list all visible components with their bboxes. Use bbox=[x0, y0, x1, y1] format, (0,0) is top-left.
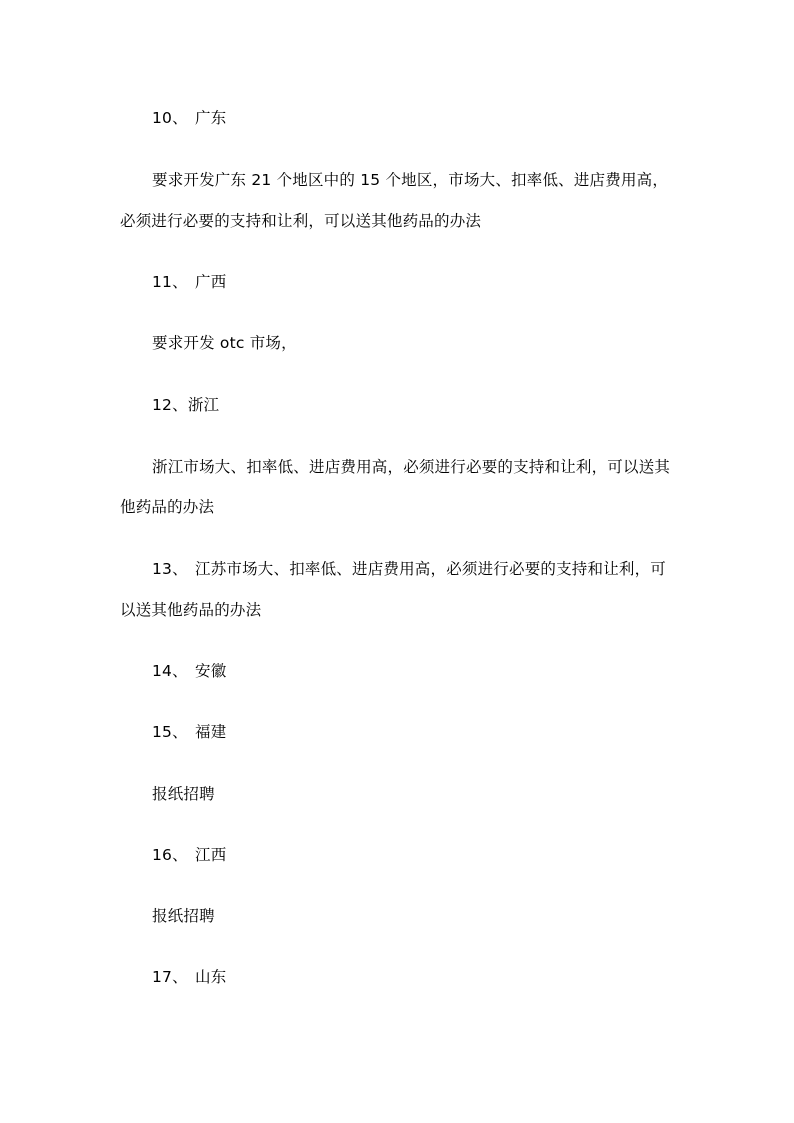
section-number: 16、 bbox=[152, 846, 188, 864]
section-15-heading bbox=[152, 722, 226, 742]
paragraph-line: 以送其他药品的办法 bbox=[120, 601, 262, 619]
section-title: 广东 bbox=[195, 109, 227, 127]
section-title: 安徽 bbox=[195, 662, 227, 680]
section-number: 13、 bbox=[152, 560, 188, 578]
paragraph-line: 报纸招聘 bbox=[152, 785, 215, 803]
paragraph-line: 报纸招聘 bbox=[152, 907, 215, 925]
section-number: 10、 bbox=[152, 109, 188, 127]
paragraph-line: 要求开发广东 21 个地区中的 15 个地区，市场大、扣率低、进店费用高， bbox=[152, 171, 669, 189]
paragraph-line: 浙江市场大、扣率低、进店费用高，必须进行必要的支持和让利，可以送其 bbox=[152, 458, 671, 476]
section-12-heading: 12、浙江 bbox=[152, 396, 220, 414]
section-13-heading bbox=[152, 559, 666, 579]
section-17-heading bbox=[152, 967, 226, 987]
section-number: 17、 bbox=[152, 968, 188, 986]
section-title: 福建 bbox=[195, 723, 227, 741]
paragraph-line: 必须进行必要的支持和让利，可以送其他药品的办法 bbox=[120, 212, 482, 230]
section-title: 广西 bbox=[195, 273, 227, 291]
paragraph-line: 要求开发 otc 市场， bbox=[152, 334, 297, 352]
section-title: 江西 bbox=[195, 846, 227, 864]
section-16-heading bbox=[152, 845, 226, 865]
section-number: 14、 bbox=[152, 662, 188, 680]
section-11-heading bbox=[152, 272, 226, 292]
paragraph-line: 江苏市场大、扣率低、进店费用高，必须进行必要的支持和让利，可 bbox=[195, 560, 667, 578]
paragraph-line: 他药品的办法 bbox=[120, 498, 215, 516]
section-10-heading bbox=[152, 108, 226, 128]
section-14-heading bbox=[152, 661, 226, 681]
section-number: 11、 bbox=[152, 273, 188, 291]
section-number: 15、 bbox=[152, 723, 188, 741]
section-title: 山东 bbox=[195, 968, 227, 986]
